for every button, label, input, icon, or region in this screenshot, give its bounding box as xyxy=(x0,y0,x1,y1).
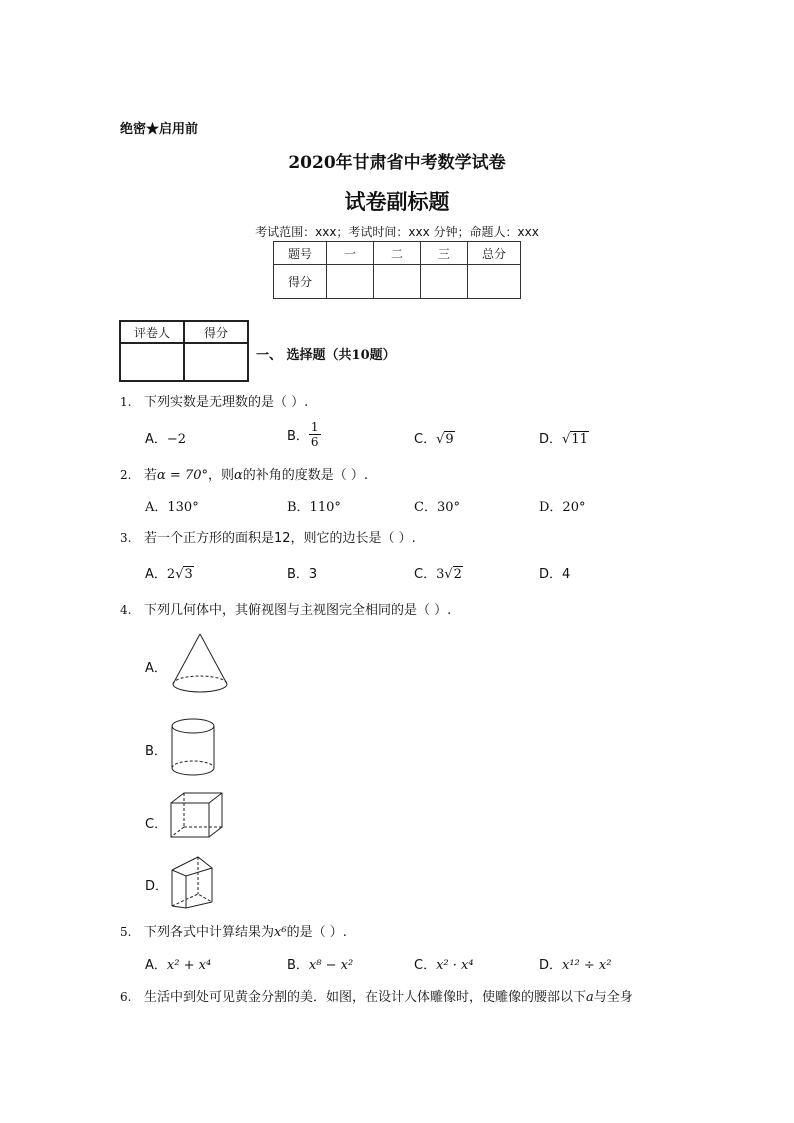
score-header-cell: 总分 xyxy=(468,242,521,265)
score-header-cell: 一 xyxy=(327,242,374,265)
coefficient: 3 xyxy=(436,567,445,582)
cube-figure xyxy=(168,790,228,840)
q1-option-a[interactable] xyxy=(145,428,186,447)
exam-subtitle: 试卷副标题 xyxy=(344,189,450,214)
option-label: B． xyxy=(287,958,309,973)
option-label: B． xyxy=(287,429,309,444)
question-number: 3. xyxy=(120,531,132,545)
confidential-label: 绝密★启用前 xyxy=(120,122,199,137)
question-text: 的是（ ）. xyxy=(286,925,347,940)
q2-option-b[interactable]: B．110° xyxy=(287,500,341,515)
q3-option-d[interactable]: D．4 xyxy=(539,567,571,582)
q4-option-d[interactable]: D． xyxy=(145,879,169,894)
q1-option-b[interactable] xyxy=(287,420,321,449)
section-heading: 一、 选择题（共10题） xyxy=(256,348,396,363)
question-1 xyxy=(120,391,308,410)
question-number: 6. xyxy=(120,990,132,1004)
q4-option-b[interactable]: B． xyxy=(145,744,167,759)
q5-option-c[interactable] xyxy=(414,954,474,973)
grader-header: 得分 xyxy=(184,321,248,343)
question-number: 1. xyxy=(120,395,132,409)
q1-option-c[interactable] xyxy=(414,428,455,447)
question-5 xyxy=(120,921,347,940)
sqrt-expression: √3 xyxy=(175,567,193,582)
question-6 xyxy=(120,986,633,1005)
score-header-cell: 三 xyxy=(421,242,468,265)
sqrt-expression: √2 xyxy=(444,567,462,582)
cone-figure xyxy=(168,632,232,696)
option-value: −2 xyxy=(166,432,187,447)
grader-cell xyxy=(184,343,248,381)
question-text: ，则 xyxy=(208,468,235,483)
question-text: 下列各式中计算结果为 xyxy=(144,925,275,940)
grader-cell xyxy=(120,343,184,381)
math-expression: x² + x⁴ xyxy=(166,958,212,973)
exam-info: 考试范围：xxx；考试时间：xxx 分钟；命题人：xxx xyxy=(255,225,539,239)
sqrt-expression: √11 xyxy=(562,432,588,447)
question-4 xyxy=(120,599,451,618)
option-label: C． xyxy=(414,432,437,447)
q1-option-d[interactable] xyxy=(539,428,589,447)
coefficient: 2 xyxy=(166,567,176,582)
radicand: 9 xyxy=(445,432,454,447)
math-expression: x⁶ xyxy=(274,925,287,940)
radicand: 3 xyxy=(184,567,193,582)
score-header-cell: 二 xyxy=(374,242,421,265)
denominator: 6 xyxy=(310,435,319,449)
q5-option-b[interactable] xyxy=(287,954,353,973)
math-expression: α = 70° xyxy=(157,468,208,483)
question-text: 的补角的度数是（ ）. xyxy=(242,468,369,483)
math-expression: x¹² ÷ x² xyxy=(562,958,612,973)
question-number: 2. xyxy=(120,468,132,482)
question-text: 若一个正方形的面积是12，则它的边长是（ ）. xyxy=(144,531,416,546)
q4-option-a[interactable]: A． xyxy=(145,661,167,676)
math-symbol: a xyxy=(586,990,594,1005)
q3-option-c[interactable] xyxy=(414,563,463,582)
sqrt-expression: √9 xyxy=(436,432,454,447)
question-text: 若 xyxy=(144,468,158,483)
score-cell xyxy=(374,265,421,299)
score-cell xyxy=(468,265,521,299)
option-label: C． xyxy=(414,567,437,582)
score-row-label: 得分 xyxy=(274,265,327,299)
q5-option-d[interactable] xyxy=(539,954,611,973)
question-text: 下列几何体中，其俯视图与主视图完全相同的是（ ）. xyxy=(144,603,452,618)
cylinder-figure xyxy=(168,716,218,780)
score-cell xyxy=(327,265,374,299)
option-label: C． xyxy=(414,958,437,973)
option-label: A． xyxy=(145,567,167,582)
q5-option-a[interactable] xyxy=(145,954,211,973)
radicand: 11 xyxy=(571,432,588,447)
question-text: 下列实数是无理数的是（ ）. xyxy=(144,395,309,410)
question-number: 5. xyxy=(120,925,132,939)
math-expression: x⁸ − x² xyxy=(308,958,354,973)
question-number: 4. xyxy=(120,603,132,617)
option-label: D． xyxy=(539,958,563,973)
question-3 xyxy=(120,527,416,546)
grader-header: 评卷人 xyxy=(120,321,184,343)
q2-option-c[interactable]: C．30° xyxy=(414,500,460,515)
math-expression: x² · x⁴ xyxy=(436,958,474,973)
question-text: 生活中到处可见黄金分割的美．如图，在设计人体雕像时，使雕像的腰部以下 xyxy=(144,990,587,1005)
q4-option-c[interactable]: C． xyxy=(145,817,168,832)
q2-option-a[interactable]: A．130° xyxy=(145,500,199,515)
math-symbol: α xyxy=(234,468,243,483)
score-cell xyxy=(421,265,468,299)
option-label: A． xyxy=(145,958,167,973)
prism-figure xyxy=(168,854,218,912)
q3-option-a[interactable] xyxy=(145,563,194,582)
fraction xyxy=(309,420,321,449)
q3-option-b[interactable]: B．3 xyxy=(287,567,318,582)
option-label: A． xyxy=(145,432,167,447)
question-text: 与全身 xyxy=(593,990,633,1005)
numerator: 1 xyxy=(310,420,319,434)
grader-table xyxy=(119,320,249,382)
option-label: D． xyxy=(539,432,563,447)
question-2 xyxy=(120,464,368,483)
radicand: 2 xyxy=(453,567,462,582)
score-header-cell: 题号 xyxy=(274,242,327,265)
q2-option-d[interactable]: D．20° xyxy=(539,500,586,515)
exam-title: 2020年甘肃省中考数学试卷 xyxy=(288,153,506,173)
score-table xyxy=(273,241,521,299)
